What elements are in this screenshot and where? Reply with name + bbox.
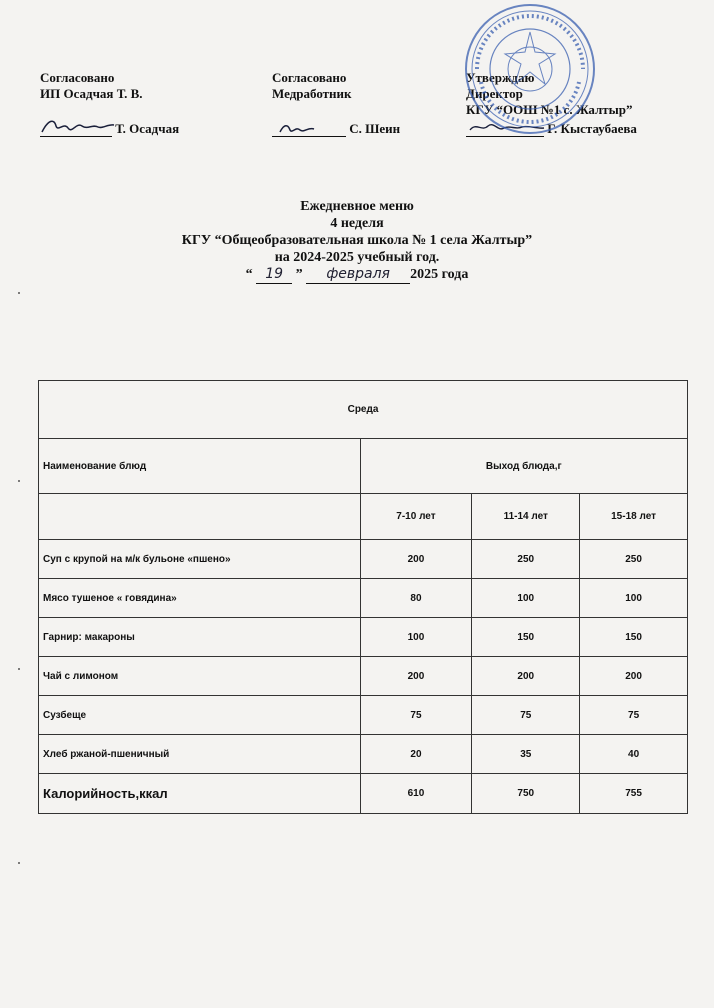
- calories-label: Калорийность,ккал: [39, 774, 361, 814]
- portion-value: 20: [360, 735, 472, 774]
- portion-value: 75: [472, 696, 580, 735]
- table-row: [39, 618, 688, 657]
- approval-entrepreneur: [40, 70, 143, 102]
- portion-value: 100: [580, 579, 688, 618]
- signature-icon: [40, 120, 112, 137]
- dish-name: Чай с лимоном: [39, 657, 361, 696]
- scan-mark: [18, 480, 20, 482]
- portion-value: 35: [472, 735, 580, 774]
- date-suffix: 2025 года: [410, 267, 469, 282]
- dish-name: Хлеб ржаной-пшеничный: [39, 735, 361, 774]
- portion-value: 100: [360, 618, 472, 657]
- official-stamp-icon: [463, 2, 597, 136]
- age-group-header: 15-18 лет: [580, 494, 688, 540]
- scan-mark: [18, 668, 20, 670]
- portion-value: 250: [472, 540, 580, 579]
- portion-value: 200: [472, 657, 580, 696]
- table-row: [39, 696, 688, 735]
- menu-table: [38, 380, 688, 814]
- dish-name: Мясо тушеное « говядина»: [39, 579, 361, 618]
- approval-medical: [272, 70, 352, 102]
- dish-name: Суп с крупой на м/к бульоне «пшено»: [39, 540, 361, 579]
- academic-year: на 2024-2025 учебный год.: [274, 250, 440, 265]
- column-header-output: Выход блюда,г: [360, 439, 687, 494]
- menu-title: Ежедневное меню: [300, 199, 414, 214]
- menu-date: [246, 266, 469, 284]
- signature-icon: [272, 120, 346, 137]
- empty-cell: [39, 494, 361, 540]
- column-header-dish: Наименование блюд: [39, 439, 361, 494]
- calories-row: [39, 774, 688, 814]
- signature-name: С. Шеин: [349, 121, 401, 136]
- approval-label: Согласовано: [40, 70, 115, 85]
- approval-label: Утверждаю: [466, 70, 535, 85]
- date-day: 19: [265, 266, 284, 282]
- table-row: [39, 735, 688, 774]
- portion-value: 200: [360, 540, 472, 579]
- date-quote-close: ”: [295, 267, 303, 282]
- table-row: [39, 579, 688, 618]
- approval-organization: КГУ “ООШ №1 с. Жалтыр”: [466, 102, 633, 117]
- menu-week: 4 неделя: [330, 216, 384, 231]
- calories-value: 755: [580, 774, 688, 814]
- scan-mark: [18, 862, 20, 864]
- approval-position: Директор: [466, 86, 523, 101]
- portion-value: 250: [580, 540, 688, 579]
- calories-value: 750: [472, 774, 580, 814]
- approval-label: Согласовано: [272, 70, 347, 85]
- portion-value: 40: [580, 735, 688, 774]
- scan-mark: [18, 292, 20, 294]
- dish-name: Гарнир: макароны: [39, 618, 361, 657]
- day-name: Среда: [39, 381, 688, 439]
- approval-position: ИП Осадчая Т. В.: [40, 86, 143, 101]
- table-row: [39, 540, 688, 579]
- age-group-header: 11-14 лет: [472, 494, 580, 540]
- date-quote-open: “: [245, 267, 253, 282]
- portion-value: 150: [580, 618, 688, 657]
- signature-name: Т. Осадчая: [115, 121, 180, 136]
- age-group-header: 7-10 лет: [360, 494, 472, 540]
- menu-header: [0, 198, 714, 284]
- signature-name: Г. Кыстаубаева: [547, 121, 637, 136]
- portion-value: 100: [472, 579, 580, 618]
- calories-value: 610: [360, 774, 472, 814]
- approval-position: Медработник: [272, 86, 352, 101]
- portion-value: 80: [360, 579, 472, 618]
- header-row: [39, 439, 688, 494]
- signature-row-medical: [272, 120, 400, 137]
- signature-row-entrepreneur: [40, 120, 179, 137]
- table-row: [39, 657, 688, 696]
- portion-value: 150: [472, 618, 580, 657]
- age-group-row: [39, 494, 688, 540]
- school-name: КГУ “Общеобразовательная школа № 1 села Жалтыр”: [181, 233, 533, 248]
- dish-name: Сузбеще: [39, 696, 361, 735]
- portion-value: 200: [580, 657, 688, 696]
- portion-value: 75: [360, 696, 472, 735]
- portion-value: 200: [360, 657, 472, 696]
- day-row: [39, 381, 688, 439]
- date-month: февраля: [326, 266, 390, 282]
- portion-value: 75: [580, 696, 688, 735]
